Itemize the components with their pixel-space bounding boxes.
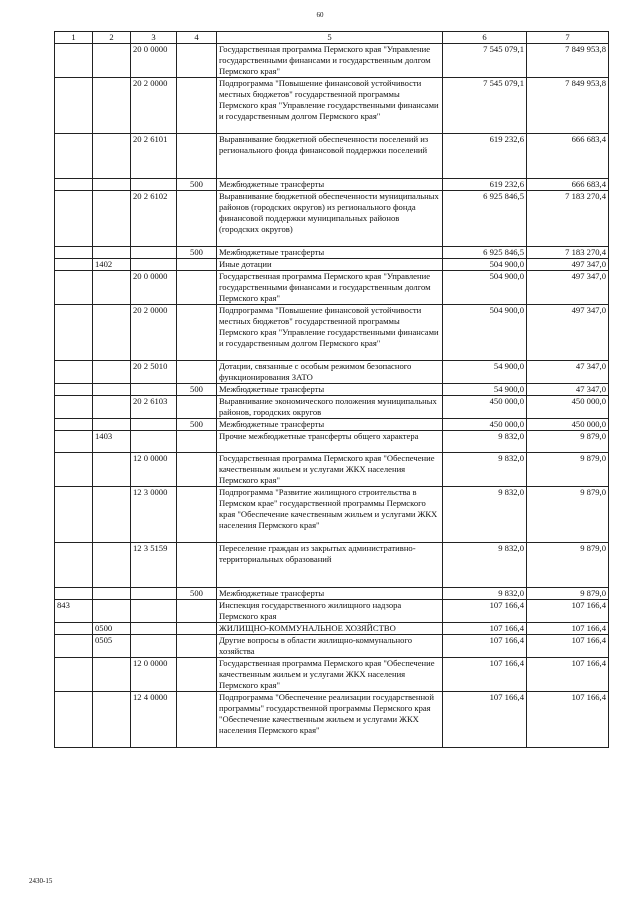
cell-target-code: 12 0 0000 (131, 453, 177, 487)
cell-target-code: 12 4 0000 (131, 692, 177, 748)
cell-section-code (93, 44, 131, 78)
cell-ministry-code (55, 305, 93, 361)
table-row (55, 44, 609, 78)
cell-name: Государственная программа Пермского края "Управление государственными финансами и государственным долгом Пермского края" (217, 44, 443, 78)
cell-amount-year1: 504 900,0 (443, 271, 527, 305)
cell-expense-type: 500 (177, 247, 217, 259)
cell-name: Подпрограмма "Развитие жилищного строительства в Пермском крае" государственной программы Пермского края "Обеспечение качественным жильем и услугами ЖКХ населения Пермского края" (217, 487, 443, 543)
cell-amount-year1: 107 166,4 (443, 692, 527, 748)
cell-name: Государственная программа Пермского края "Обеспечение качественным жильем и услугами ЖКХ населения Пермского края" (217, 453, 443, 487)
cell-target-code (131, 635, 177, 658)
cell-amount-year2: 47 347,0 (527, 384, 609, 396)
cell-name: Выравнивание экономического положения муниципальных районов, городских округов (217, 396, 443, 419)
cell-target-code: 12 0 0000 (131, 658, 177, 692)
cell-target-code (131, 623, 177, 635)
table-row (55, 600, 609, 623)
cell-target-code: 20 2 6103 (131, 396, 177, 419)
cell-target-code (131, 588, 177, 600)
cell-amount-year2: 9 879,0 (527, 453, 609, 487)
cell-section-code (93, 361, 131, 384)
table-row (55, 635, 609, 658)
table-row (55, 658, 609, 692)
cell-ministry-code (55, 623, 93, 635)
table-row (55, 361, 609, 384)
cell-ministry-code: 843 (55, 600, 93, 623)
cell-section-code: 1402 (93, 259, 131, 271)
cell-amount-year1: 7 545 079,1 (443, 78, 527, 134)
cell-name: Государственная программа Пермского края "Обеспечение качественным жильем и услугами ЖКХ населения Пермского края" (217, 658, 443, 692)
table-row (55, 396, 609, 419)
cell-section-code (93, 179, 131, 191)
cell-section-code (93, 453, 131, 487)
cell-section-code (93, 658, 131, 692)
cell-amount-year2: 666 683,4 (527, 179, 609, 191)
cell-target-code: 12 3 0000 (131, 487, 177, 543)
cell-expense-type (177, 78, 217, 134)
cell-name: Выравнивание бюджетной обеспеченности муниципальных районов (городских округов) из регионального фонда финансовой поддержки муниципальных районов (городских округов) (217, 191, 443, 247)
cell-target-code: 20 2 6101 (131, 134, 177, 179)
cell-amount-year2: 450 000,0 (527, 419, 609, 431)
cell-name: ЖИЛИЩНО-КОММУНАЛЬНОЕ ХОЗЯЙСТВО (217, 623, 443, 635)
cell-ministry-code (55, 191, 93, 247)
cell-ministry-code (55, 361, 93, 384)
cell-section-code (93, 78, 131, 134)
cell-amount-year1: 9 832,0 (443, 487, 527, 543)
table-row (55, 271, 609, 305)
cell-name: Выравнивание бюджетной обеспеченности поселений из регионального фонда финансовой поддержки поселений (217, 134, 443, 179)
cell-amount-year2: 9 879,0 (527, 588, 609, 600)
cell-name: Дотации, связанные с особым режимом безопасного функционирования ЗАТО (217, 361, 443, 384)
cell-ministry-code (55, 179, 93, 191)
cell-expense-type (177, 487, 217, 543)
cell-section-code (93, 588, 131, 600)
cell-name: Переселение граждан из закрытых административно-территориальных образований (217, 543, 443, 588)
cell-ministry-code (55, 543, 93, 588)
table-row (55, 179, 609, 191)
cell-name: Подпрограмма "Повышение финансовой устойчивости местных бюджетов" государственной программы Пермского края "Управление государственными финансами и государственным долгом Пермского края" (217, 305, 443, 361)
cell-amount-year2: 107 166,4 (527, 635, 609, 658)
cell-expense-type (177, 259, 217, 271)
table-row (55, 588, 609, 600)
cell-section-code (93, 600, 131, 623)
cell-amount-year2: 47 347,0 (527, 361, 609, 384)
cell-expense-type (177, 600, 217, 623)
cell-expense-type (177, 396, 217, 419)
table-row (55, 419, 609, 431)
cell-amount-year1: 6 925 846,5 (443, 247, 527, 259)
cell-ministry-code (55, 78, 93, 134)
cell-amount-year2: 666 683,4 (527, 134, 609, 179)
cell-amount-year2: 7 183 270,4 (527, 247, 609, 259)
cell-target-code: 20 2 5010 (131, 361, 177, 384)
cell-amount-year2: 9 879,0 (527, 487, 609, 543)
cell-amount-year1: 9 832,0 (443, 453, 527, 487)
cell-ministry-code (55, 453, 93, 487)
table-row (55, 543, 609, 588)
cell-expense-type: 500 (177, 179, 217, 191)
header-cell: 3 (131, 32, 177, 44)
cell-amount-year2: 450 000,0 (527, 396, 609, 419)
cell-expense-type (177, 658, 217, 692)
cell-amount-year1: 107 166,4 (443, 658, 527, 692)
header-cell: 7 (527, 32, 609, 44)
cell-ministry-code (55, 271, 93, 305)
header-cell: 1 (55, 32, 93, 44)
cell-section-code (93, 487, 131, 543)
cell-amount-year2: 9 879,0 (527, 431, 609, 453)
header-row (55, 32, 609, 44)
cell-expense-type (177, 431, 217, 453)
budget-table (54, 31, 609, 748)
table-row (55, 78, 609, 134)
cell-target-code (131, 179, 177, 191)
cell-amount-year1: 107 166,4 (443, 635, 527, 658)
cell-amount-year1: 504 900,0 (443, 305, 527, 361)
cell-ministry-code (55, 134, 93, 179)
cell-expense-type (177, 44, 217, 78)
cell-target-code (131, 247, 177, 259)
cell-section-code (93, 543, 131, 588)
cell-amount-year1: 504 900,0 (443, 259, 527, 271)
cell-ministry-code (55, 384, 93, 396)
header-cell: 4 (177, 32, 217, 44)
cell-ministry-code (55, 247, 93, 259)
table-row (55, 247, 609, 259)
cell-ministry-code (55, 419, 93, 431)
cell-name: Иные дотации (217, 259, 443, 271)
cell-target-code (131, 259, 177, 271)
cell-amount-year2: 7 849 953,8 (527, 78, 609, 134)
cell-expense-type (177, 271, 217, 305)
header-cell: 2 (93, 32, 131, 44)
cell-name: Инспекция государственного жилищного надзора Пермского края (217, 600, 443, 623)
cell-target-code: 20 2 0000 (131, 78, 177, 134)
cell-amount-year2: 497 347,0 (527, 305, 609, 361)
cell-target-code: 12 3 5159 (131, 543, 177, 588)
cell-target-code: 20 2 0000 (131, 305, 177, 361)
cell-amount-year1: 450 000,0 (443, 396, 527, 419)
header-cell: 6 (443, 32, 527, 44)
cell-ministry-code (55, 259, 93, 271)
cell-name: Другие вопросы в области жилищно-коммунального хозяйства (217, 635, 443, 658)
table-row (55, 305, 609, 361)
cell-target-code: 20 2 6102 (131, 191, 177, 247)
cell-ministry-code (55, 396, 93, 419)
cell-section-code (93, 384, 131, 396)
cell-amount-year2: 107 166,4 (527, 692, 609, 748)
cell-ministry-code (55, 431, 93, 453)
cell-section-code (93, 134, 131, 179)
footer-code: 2430-15 (29, 877, 53, 885)
cell-target-code (131, 384, 177, 396)
cell-section-code: 0505 (93, 635, 131, 658)
cell-target-code (131, 431, 177, 453)
cell-amount-year1: 450 000,0 (443, 419, 527, 431)
cell-amount-year1: 619 232,6 (443, 179, 527, 191)
cell-section-code (93, 396, 131, 419)
cell-target-code (131, 419, 177, 431)
cell-section-code (93, 305, 131, 361)
cell-ministry-code (55, 658, 93, 692)
cell-ministry-code (55, 44, 93, 78)
cell-expense-type (177, 635, 217, 658)
cell-amount-year1: 54 900,0 (443, 361, 527, 384)
cell-amount-year2: 107 166,4 (527, 658, 609, 692)
cell-amount-year1: 619 232,6 (443, 134, 527, 179)
table-row (55, 623, 609, 635)
cell-section-code: 0500 (93, 623, 131, 635)
cell-amount-year2: 497 347,0 (527, 271, 609, 305)
cell-amount-year1: 9 832,0 (443, 431, 527, 453)
cell-amount-year1: 9 832,0 (443, 543, 527, 588)
cell-amount-year2: 107 166,4 (527, 623, 609, 635)
cell-amount-year1: 9 832,0 (443, 588, 527, 600)
cell-expense-type (177, 305, 217, 361)
cell-section-code (93, 419, 131, 431)
cell-amount-year1: 54 900,0 (443, 384, 527, 396)
cell-name: Межбюджетные трансферты (217, 247, 443, 259)
cell-name: Межбюджетные трансферты (217, 419, 443, 431)
cell-amount-year2: 9 879,0 (527, 543, 609, 588)
cell-ministry-code (55, 588, 93, 600)
table-row (55, 384, 609, 396)
cell-target-code: 20 0 0000 (131, 271, 177, 305)
cell-target-code (131, 600, 177, 623)
cell-amount-year2: 497 347,0 (527, 259, 609, 271)
table-row (55, 487, 609, 543)
header-cell: 5 (217, 32, 443, 44)
cell-ministry-code (55, 692, 93, 748)
cell-amount-year2: 7 183 270,4 (527, 191, 609, 247)
cell-section-code (93, 692, 131, 748)
cell-expense-type: 500 (177, 384, 217, 396)
cell-amount-year1: 107 166,4 (443, 600, 527, 623)
cell-expense-type (177, 191, 217, 247)
cell-ministry-code (55, 635, 93, 658)
table-row (55, 453, 609, 487)
cell-expense-type (177, 623, 217, 635)
cell-amount-year1: 107 166,4 (443, 623, 527, 635)
cell-name: Государственная программа Пермского края "Управление государственными финансами и государственным долгом Пермского края" (217, 271, 443, 305)
cell-ministry-code (55, 487, 93, 543)
cell-expense-type (177, 692, 217, 748)
cell-amount-year2: 107 166,4 (527, 600, 609, 623)
cell-expense-type: 500 (177, 419, 217, 431)
cell-name: Межбюджетные трансферты (217, 179, 443, 191)
cell-amount-year1: 7 545 079,1 (443, 44, 527, 78)
cell-name: Межбюджетные трансферты (217, 384, 443, 396)
cell-section-code: 1403 (93, 431, 131, 453)
cell-target-code: 20 0 0000 (131, 44, 177, 78)
cell-amount-year2: 7 849 953,8 (527, 44, 609, 78)
table-row (55, 259, 609, 271)
cell-section-code (93, 271, 131, 305)
table-row (55, 692, 609, 748)
cell-expense-type (177, 453, 217, 487)
table-row (55, 431, 609, 453)
table-row (55, 191, 609, 247)
cell-expense-type (177, 361, 217, 384)
cell-name: Подпрограмма "Обеспечение реализации государственной программы" государственной программы Пермского края "Обеспечение качественным жильем и услугами ЖКХ населения Пермского края" (217, 692, 443, 748)
cell-expense-type (177, 543, 217, 588)
page-number: 60 (316, 11, 324, 19)
cell-expense-type: 500 (177, 588, 217, 600)
cell-section-code (93, 247, 131, 259)
cell-section-code (93, 191, 131, 247)
cell-amount-year1: 6 925 846,5 (443, 191, 527, 247)
cell-name: Прочие межбюджетные трансферты общего характера (217, 431, 443, 453)
cell-expense-type (177, 134, 217, 179)
cell-name: Подпрограмма "Повышение финансовой устойчивости местных бюджетов" государственной программы Пермского края "Управление государственными финансами и государственным долгом Пермского края" (217, 78, 443, 134)
table-row (55, 134, 609, 179)
cell-name: Межбюджетные трансферты (217, 588, 443, 600)
